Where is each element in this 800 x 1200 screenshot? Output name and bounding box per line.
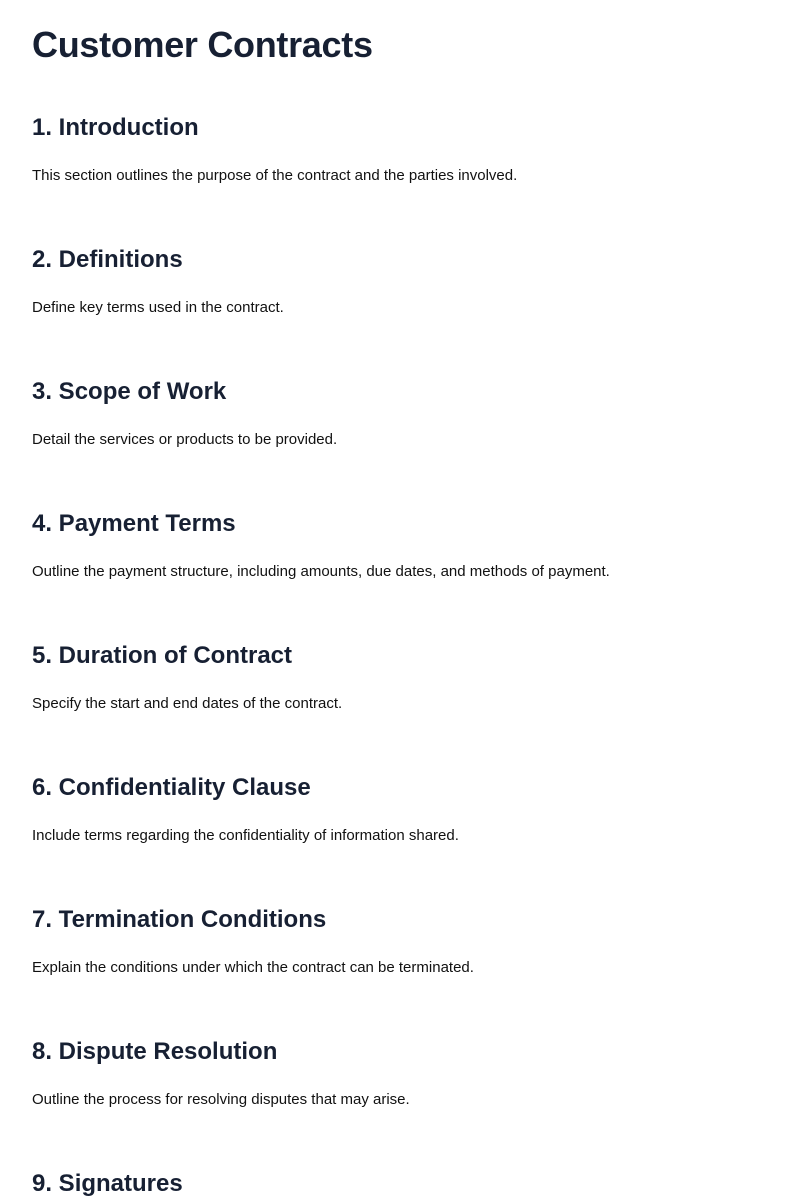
section-heading: 6. Confidentiality Clause <box>32 774 311 801</box>
section-body: Define key terms used in the contract. <box>32 299 284 316</box>
section-introduction <box>32 112 768 186</box>
section-body: This section outlines the purpose of the contract and the parties involved. <box>32 167 518 184</box>
page-title: Customer Contracts <box>32 24 373 65</box>
section-heading: 1. Introduction <box>32 114 199 141</box>
section-termination-conditions <box>32 904 768 978</box>
section-definitions <box>32 244 768 318</box>
section-body: Outline the payment structure, including amounts, due dates, and methods of payment. <box>32 563 610 580</box>
section-heading: 3. Scope of Work <box>32 378 227 405</box>
section-heading: 4. Payment Terms <box>32 510 236 537</box>
section-heading: 2. Definitions <box>32 246 183 273</box>
section-heading: 9. Signatures <box>32 1170 183 1197</box>
section-body: Outline the process for resolving disputes that may arise. <box>32 1091 410 1108</box>
section-confidentiality-clause <box>32 772 768 846</box>
section-body: Detail the services or products to be provided. <box>32 431 338 448</box>
section-dispute-resolution <box>32 1036 768 1110</box>
section-scope-of-work <box>32 376 768 450</box>
section-heading: 7. Termination Conditions <box>32 906 327 933</box>
section-heading: 5. Duration of Contract <box>32 642 293 669</box>
section-body: Specify the start and end dates of the contract. <box>32 695 343 712</box>
section-body: Explain the conditions under which the contract can be terminated. <box>32 959 474 976</box>
section-heading: 8. Dispute Resolution <box>32 1038 278 1065</box>
section-body: Include terms regarding the confidentiality of information shared. <box>32 827 459 844</box>
section-signatures <box>32 1168 768 1200</box>
section-payment-terms <box>32 508 768 582</box>
section-duration-of-contract <box>32 640 768 714</box>
